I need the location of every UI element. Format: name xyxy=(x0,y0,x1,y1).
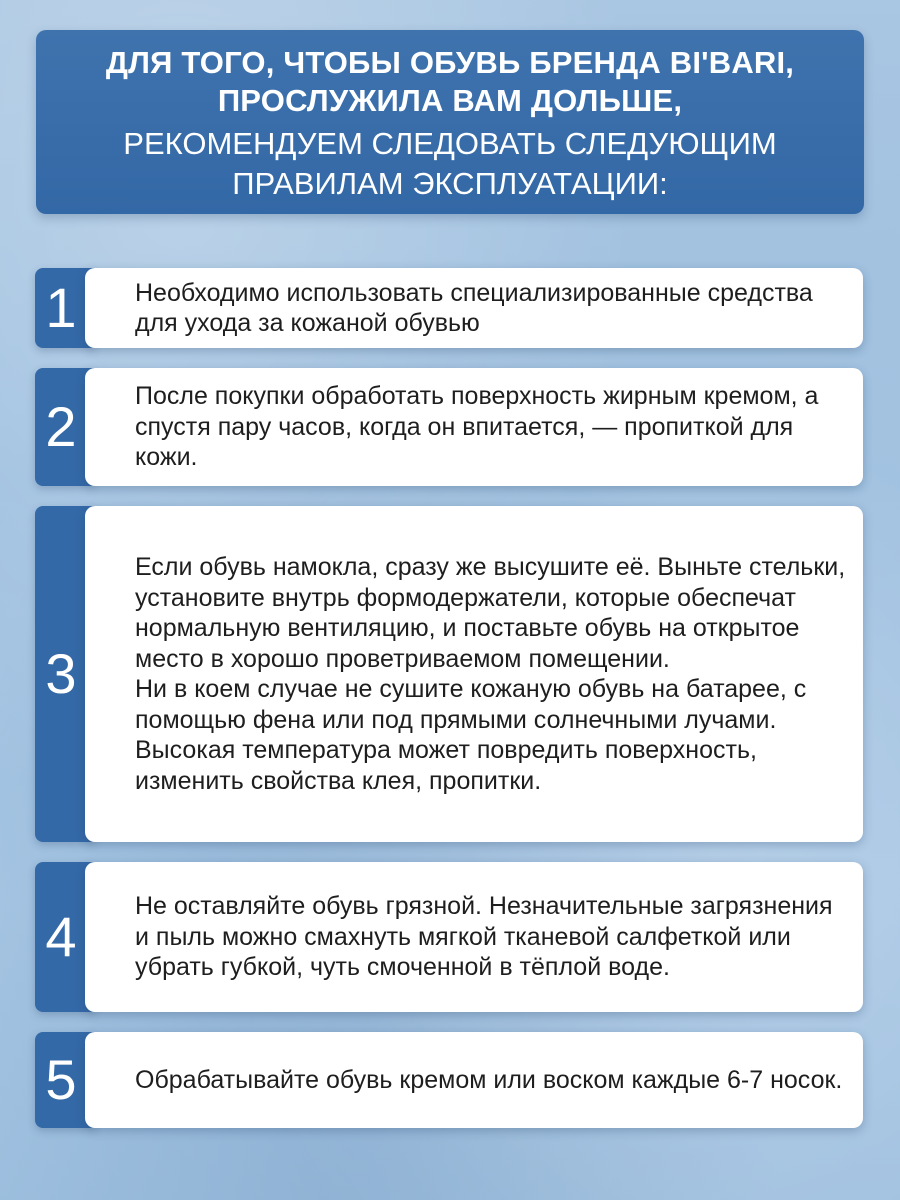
rule-card-4 xyxy=(35,862,863,1012)
header-subtitle-line-1: РЕКОМЕНДУЕМ СЛЕДОВАТЬ СЛЕДУЮЩИМ xyxy=(123,126,777,161)
header-title-line-2: ПРОСЛУЖИЛА ВАМ ДОЛЬШЕ, xyxy=(217,83,683,118)
rule-text-box xyxy=(85,268,863,348)
rule-text: Необходимо использовать специализированные средства для ухода за кожаной обувью xyxy=(135,278,813,337)
rule-text-box xyxy=(85,506,863,842)
header-subtitle-line-2: ПРАВИЛАМ ЭКСПЛУАТАЦИИ: xyxy=(232,166,668,201)
rule-text: Не оставляйте обувь грязной. Незначительные загрязнения и пыль можно смахнуть мягкой тканевой салфеткой или убрать губкой, чуть смоченной в тёплой воде. xyxy=(135,892,833,982)
rule-card-3 xyxy=(35,506,863,842)
rule-text-warning: Ни в коем случае не сушите кожаную обувь на батарее, с помощью фена или под прямыми солнечными лучами. Высокая температура может повредить поверхность, изменить свойства клея, пропитки. xyxy=(135,675,807,795)
rule-number: 5 xyxy=(45,1048,77,1111)
rule-number: 4 xyxy=(45,905,77,968)
rule-text: После покупки обработать поверхность жирным кремом, а спустя пару часов, когда он впитается, — пропиткой для кожи. xyxy=(135,382,819,472)
header-banner xyxy=(36,30,864,214)
rule-number: 2 xyxy=(45,395,77,458)
rule-card-1 xyxy=(35,268,863,348)
rule-text-box xyxy=(85,862,863,1012)
rule-card-5 xyxy=(35,1032,863,1128)
header-title-line-1: ДЛЯ ТОГО, ЧТОБЫ ОБУВЬ БРЕНДА BI'BARI, xyxy=(105,45,795,80)
rule-number: 3 xyxy=(45,642,77,705)
rule-text-box xyxy=(85,368,863,486)
rule-text: Если обувь намокла, сразу же высушите её. Выньте стельки, установите внутрь формодержатели, которые обеспечат нормальную вентиляцию, и поставьте обувь на открытое место в хорошо проветриваемом помещении. xyxy=(135,553,846,673)
rule-text: Обрабатывайте обувь кремом или воском каждые 6-7 носок. xyxy=(135,1065,843,1094)
rule-card-2 xyxy=(35,368,863,486)
rule-text-box xyxy=(85,1032,863,1128)
rule-number: 1 xyxy=(45,276,77,339)
